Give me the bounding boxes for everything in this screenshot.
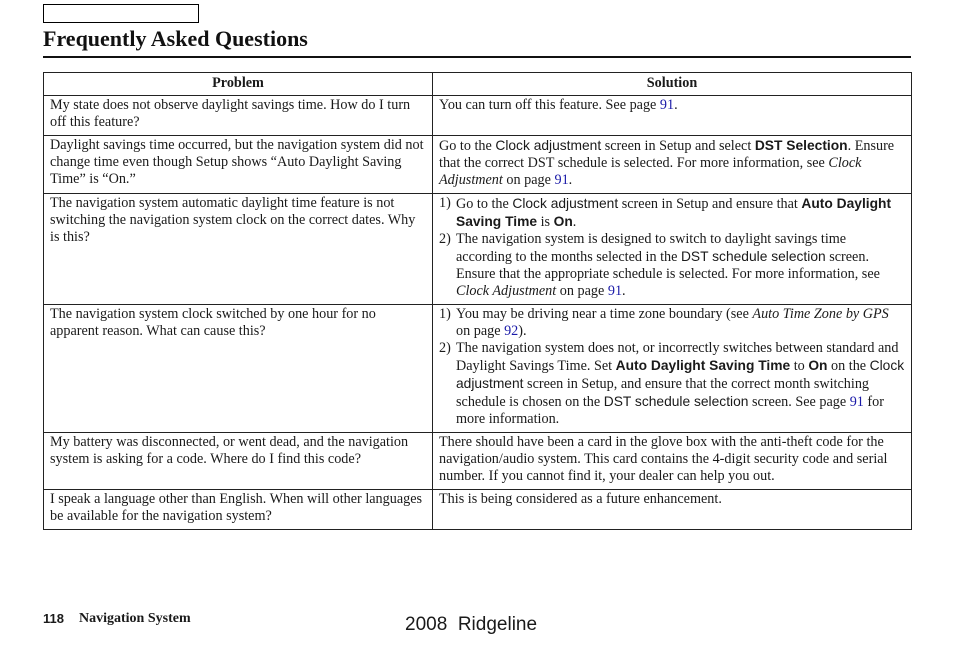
solution-text: Go to the	[439, 138, 496, 154]
solution-cell: This is being considered as a future enhancement.	[433, 490, 912, 530]
ui-screen-name: Clock adjustment	[456, 358, 905, 391]
step-number: 2)	[439, 231, 451, 247]
solution-text: .	[622, 283, 626, 299]
problem-cell: The navigation system clock switched by one hour for no apparent reason. What can cause this?	[44, 305, 433, 433]
section-reference: Auto Time Zone by GPS	[752, 306, 889, 322]
problem-cell: My battery was disconnected, or went dead, and the navigation system is asking for a code. Where do I find this code?	[44, 433, 433, 490]
solution-cell: There should have been a card in the glove box with the anti-theft code for the navigation/audio system. This card contains the 4-digit security code and serial number. If you cannot find it, your dealer can help you out.	[433, 433, 912, 490]
page-link[interactable]: 91	[554, 172, 569, 188]
solution-cell	[433, 96, 912, 136]
problem-cell: The navigation system automatic daylight time feature is not switching the navigation system clock on the correct dates. Why is this?	[44, 194, 433, 305]
solution-text: to	[790, 358, 809, 374]
table-row	[44, 490, 912, 530]
solution-text: is	[537, 214, 554, 230]
table-row	[44, 136, 912, 194]
solution-cell	[433, 305, 912, 433]
header-tab-box	[43, 4, 199, 23]
ui-setting-name: Auto Daylight Saving Time	[615, 358, 791, 373]
ui-setting-value: On	[808, 358, 828, 373]
title-divider	[43, 56, 911, 58]
solution-text: The navigation system is designed to switch to daylight savings time according to the months selected in the	[456, 231, 847, 265]
ui-setting-name: DST Selection	[754, 138, 848, 153]
step-number: 1)	[439, 306, 451, 322]
solution-text: on page	[502, 172, 555, 188]
ui-screen-name: Clock adjustment	[512, 196, 619, 211]
solution-steps	[439, 195, 905, 300]
ui-screen-name: DST schedule selection	[680, 249, 826, 264]
solution-text: on page	[556, 283, 608, 299]
footer-model-label: 2008 Ridgeline	[405, 614, 538, 635]
solution-step	[439, 340, 905, 428]
page-link[interactable]: 92	[504, 323, 519, 339]
solution-text: for more information.	[456, 394, 884, 427]
solution-text: You can turn off this feature. See page	[439, 97, 660, 113]
ui-setting-value: On	[553, 214, 573, 229]
problem-cell: I speak a language other than English. When will other languages be available for the navigation system?	[44, 490, 433, 530]
solution-text: screen in Setup and ensure that	[618, 196, 802, 212]
problem-cell: Daylight savings time occurred, but the navigation system did not change time even though Setup shows “Auto Daylight Saving Time” is “On.”	[44, 136, 433, 194]
step-number: 2)	[439, 340, 451, 356]
solution-step	[439, 306, 905, 340]
solution-steps	[439, 306, 905, 428]
solution-step	[439, 195, 905, 231]
footer-section-label: Navigation System	[79, 611, 191, 626]
solution-text: .	[674, 97, 678, 113]
table-row	[44, 96, 912, 136]
ui-screen-name: Clock adjustment	[495, 138, 602, 153]
ui-screen-name: DST schedule selection	[603, 394, 749, 409]
section-reference: Clock Adjustment	[439, 155, 862, 188]
solution-text: Go to the	[456, 196, 513, 212]
table-row	[44, 433, 912, 490]
solution-text: You may be driving near a time zone boundary (see	[456, 306, 753, 322]
solution-text: ).	[518, 323, 527, 339]
faq-table	[43, 72, 912, 530]
solution-text: screen. Ensure that the appropriate schedule is selected. For more information, see	[456, 249, 880, 282]
solution-cell	[433, 136, 912, 194]
solution-text: screen in Setup, and ensure that the correct month switching schedule is chosen on the	[456, 376, 870, 410]
solution-text: .	[568, 172, 573, 188]
column-header-solution: Solution	[433, 73, 912, 96]
solution-text: .	[572, 214, 577, 230]
table-row	[44, 305, 912, 433]
solution-text: screen. See page	[748, 394, 850, 410]
solution-text: The navigation system does not, or incorrectly switches between standard and Daylight Savings Time. Set	[456, 340, 899, 374]
page-title: Frequently Asked Questions	[43, 26, 308, 51]
footer-page-number: 118	[43, 611, 64, 626]
solution-cell	[433, 194, 912, 305]
solution-text: on the	[827, 358, 870, 374]
solution-text: . Ensure that the correct DST schedule is selected. For more information, see	[439, 138, 895, 171]
solution-text: on page	[456, 323, 505, 339]
problem-cell: My state does not observe daylight savings time. How do I turn off this feature?	[44, 96, 433, 136]
page-link[interactable]: 91	[849, 394, 864, 410]
column-header-problem: Problem	[44, 73, 433, 96]
ui-setting-name: Auto Daylight Saving Time	[456, 196, 892, 229]
solution-step	[439, 231, 905, 300]
page-link[interactable]: 91	[607, 283, 623, 299]
step-number: 1)	[439, 195, 451, 211]
section-reference: Clock Adjustment	[456, 283, 557, 299]
table-row	[44, 194, 912, 305]
page-link[interactable]: 91	[659, 97, 675, 113]
table-header-row	[44, 73, 912, 96]
solution-text: screen in Setup and select	[601, 138, 755, 154]
